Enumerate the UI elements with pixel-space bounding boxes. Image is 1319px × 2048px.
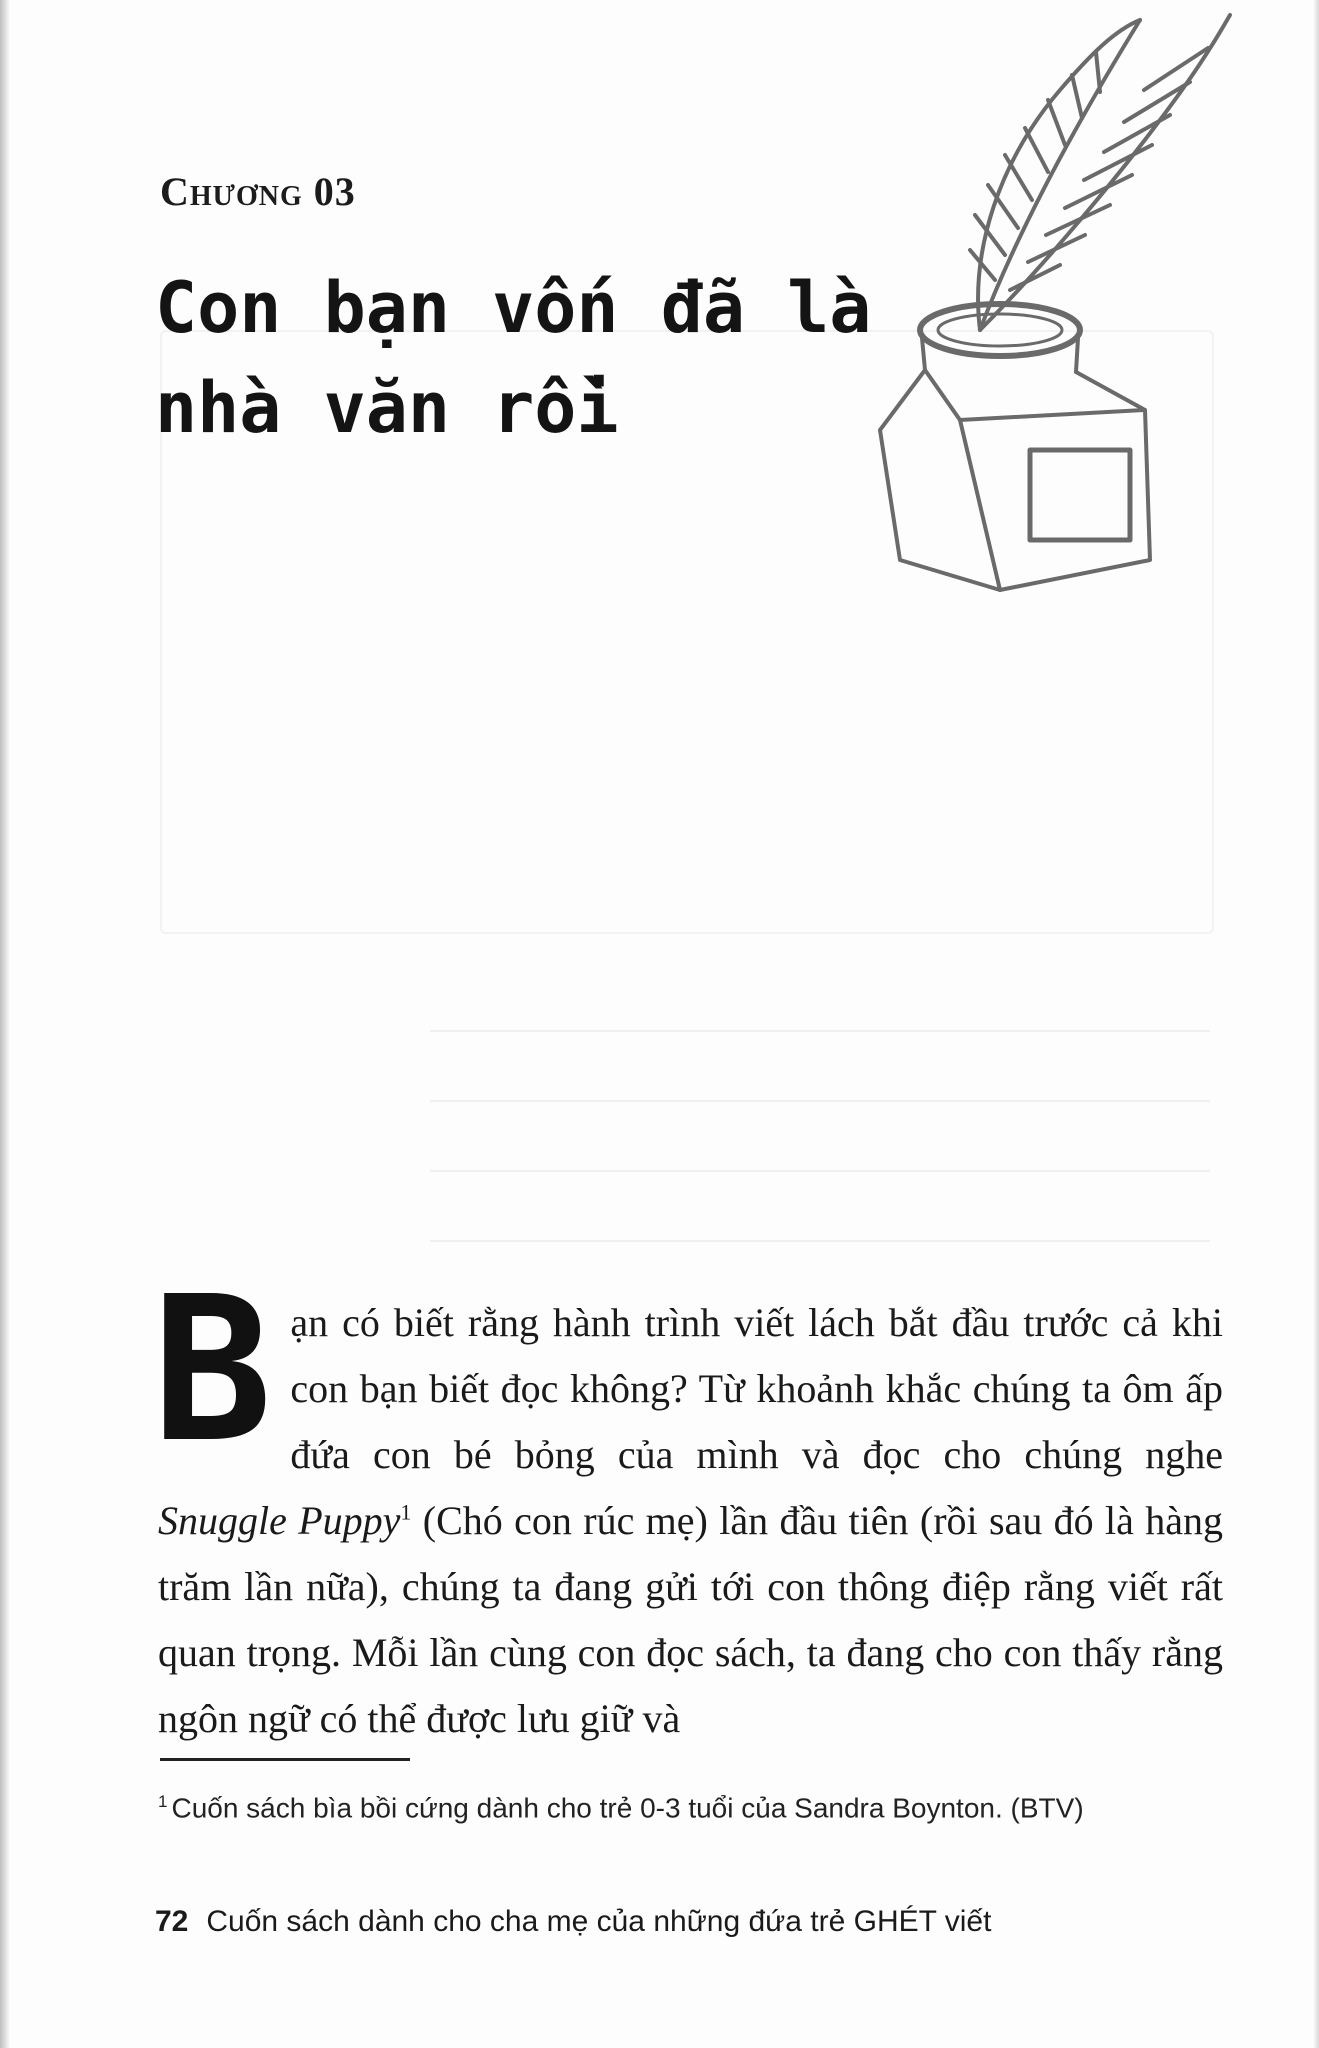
chapter-title-line-2: nhà văn rồi [155, 367, 619, 449]
bleed-through-line [430, 1030, 1210, 1032]
bleed-through-line [430, 1170, 1210, 1172]
body-text-part-2: (Chó con rúc mẹ) lần đầu tiên (rồi sau đó là hàng trăm lần nữa), chúng ta đang gửi tới con thông điệp rằng viết rất quan trọng. Mỗi lần cùng con đọc sách, ta đang cho con thấy rằng ngôn ngữ có thể được lưu giữ và [158, 1498, 1224, 1741]
chapter-title-line-1: Con bạn vốn đã là [155, 267, 872, 349]
page-footer [155, 1905, 991, 1939]
body-text-part-1: ạn có biết rằng hành trình viết lách bắt đầu trước cả khi con bạn biết đọc không? Từ khoảnh khắc chúng ta ôm ấp đứa con bé bỏng của mình và đọc cho chúng nghe [290, 1300, 1223, 1477]
body-paragraph [152, 1254, 1224, 1752]
quill-and-inkwell-icon [860, 0, 1280, 620]
scan-left-shadow [0, 0, 10, 2048]
footnote-reference[interactable]: 1 [400, 1499, 412, 1525]
scan-right-shadow [1313, 0, 1319, 2048]
bleed-through-line [430, 1100, 1210, 1102]
footnote-text: Cuốn sách bìa bồi cứng dành cho trẻ 0-3 tuổi của Sandra Boynton. (BTV) [171, 1792, 1084, 1824]
chapter-title [155, 258, 915, 458]
footnote-divider [160, 1758, 410, 1761]
footnote-marker: 1 [158, 1792, 168, 1811]
running-book-title: Cuốn sách dành cho cha mẹ của những đứa trẻ GHÉT viết [206, 1905, 992, 1938]
bleed-through-line [430, 1240, 1210, 1242]
book-title-italic: Snuggle Puppy [158, 1498, 401, 1543]
page-number: 72 [155, 1905, 189, 1938]
drop-cap: B [152, 1254, 273, 1487]
chapter-label: Chương 03 [160, 169, 356, 214]
footnote [158, 1792, 1084, 1824]
